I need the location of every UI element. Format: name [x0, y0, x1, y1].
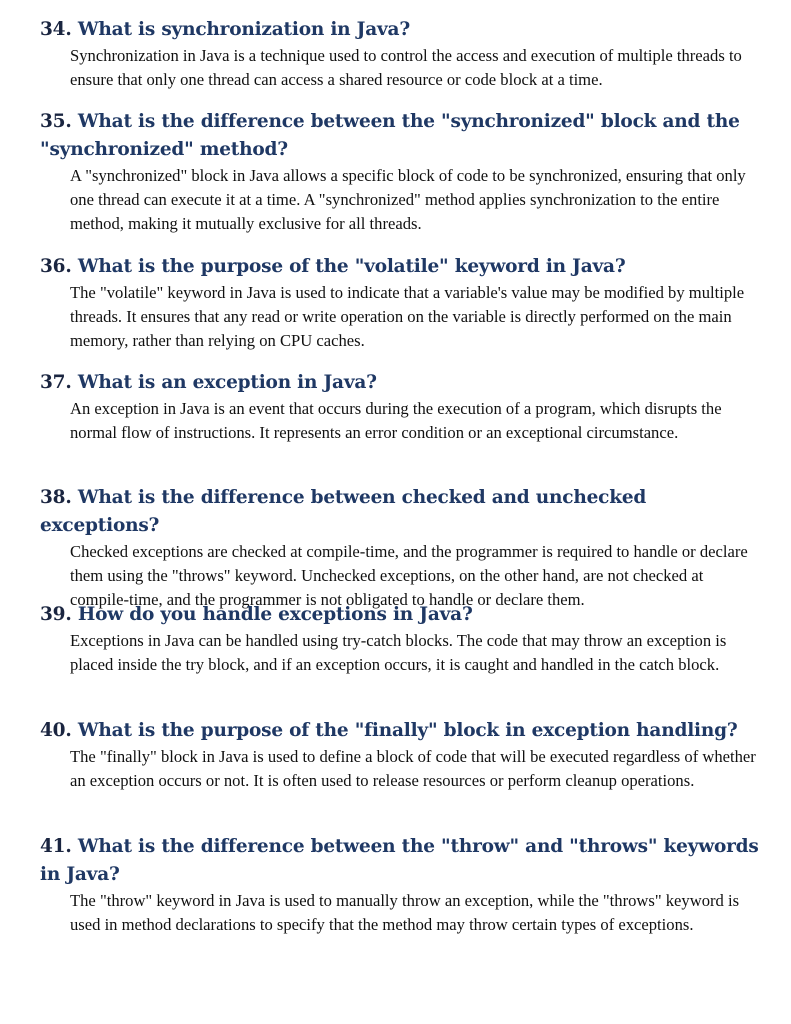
question-number: 36. — [40, 256, 72, 277]
question-heading — [40, 16, 760, 44]
question-number: 41. — [40, 836, 72, 857]
question-title: What is synchronization in Java? — [77, 19, 410, 40]
question-heading — [40, 253, 760, 281]
question-heading — [40, 108, 760, 164]
qa-item-41 — [40, 833, 760, 937]
question-number: 40. — [40, 720, 72, 741]
answer-text: An exception in Java is an event that occurs during the execution of a program, which disrupts the normal flow of instructions. It represents an error condition or an exceptional circumstance. — [70, 399, 722, 442]
question-number: 34. — [40, 19, 72, 40]
qa-item-37 — [40, 369, 760, 445]
answer-text: The "finally" block in Java is used to define a block of code that will be executed regardless of whether an exception occurs or not. It is often used to release resources or perform cleanup operations. — [70, 747, 756, 790]
question-title: What is the purpose of the "finally" block in exception handling? — [77, 720, 738, 741]
question-title: How do you handle exceptions in Java? — [77, 604, 473, 625]
answer-text: The "volatile" keyword in Java is used to indicate that a variable's value may be modified by multiple threads. It ensures that any read or write operation on the variable is directly performed on the main memory, rather than relying on CPU caches. — [70, 283, 745, 350]
qa-item-34 — [40, 16, 760, 92]
qa-item-38 — [40, 484, 760, 612]
qa-item-39 — [40, 601, 760, 677]
question-title: What is the difference between checked and unchecked exceptions? — [40, 487, 647, 536]
question-number: 35. — [40, 111, 72, 132]
question-heading — [40, 601, 760, 629]
answer-text: Exceptions in Java can be handled using try-catch blocks. The code that may throw an exception is placed inside the try block, and if an exception occurs, it is caught and handled in the catch block. — [70, 631, 727, 674]
qa-item-35 — [40, 108, 760, 236]
answer-text: Synchronization in Java is a technique used to control the access and execution of multiple threads to ensure that only one thread can access a shared resource or code block at a time. — [70, 46, 742, 89]
question-title: What is the purpose of the "volatile" keyword in Java? — [77, 256, 626, 277]
answer-text: A "synchronized" block in Java allows a specific block of code to be synchronized, ensuring that only one thread can execute it at a time. A "synchronized" method applies synchronization to the entire method, making it mutually exclusive for all threads. — [70, 166, 746, 233]
qa-item-40 — [40, 717, 760, 793]
question-title: What is the difference between the "synchronized" block and the "synchronized" method? — [40, 111, 740, 160]
answer-text: The "throw" keyword in Java is used to manually throw an exception, while the "throws" keyword is used in method declarations to specify that the method may throw certain types of exceptions. — [70, 891, 740, 934]
question-title: What is an exception in Java? — [77, 372, 377, 393]
question-number: 38. — [40, 487, 72, 508]
question-number: 37. — [40, 372, 72, 393]
question-number: 39. — [40, 604, 72, 625]
question-heading — [40, 369, 760, 397]
question-title: What is the difference between the "throw" and "throws" keywords in Java? — [40, 836, 759, 885]
question-heading — [40, 484, 760, 540]
answer-text: Checked exceptions are checked at compile-time, and the programmer is required to handle or declare them using the "throws" keyword. Unchecked exceptions, on the other hand, are not checked at compile-time, and the programmer is not obligated to handle or declare them. — [70, 542, 748, 609]
question-heading — [40, 717, 760, 745]
question-heading — [40, 833, 760, 889]
qa-item-36 — [40, 253, 760, 353]
